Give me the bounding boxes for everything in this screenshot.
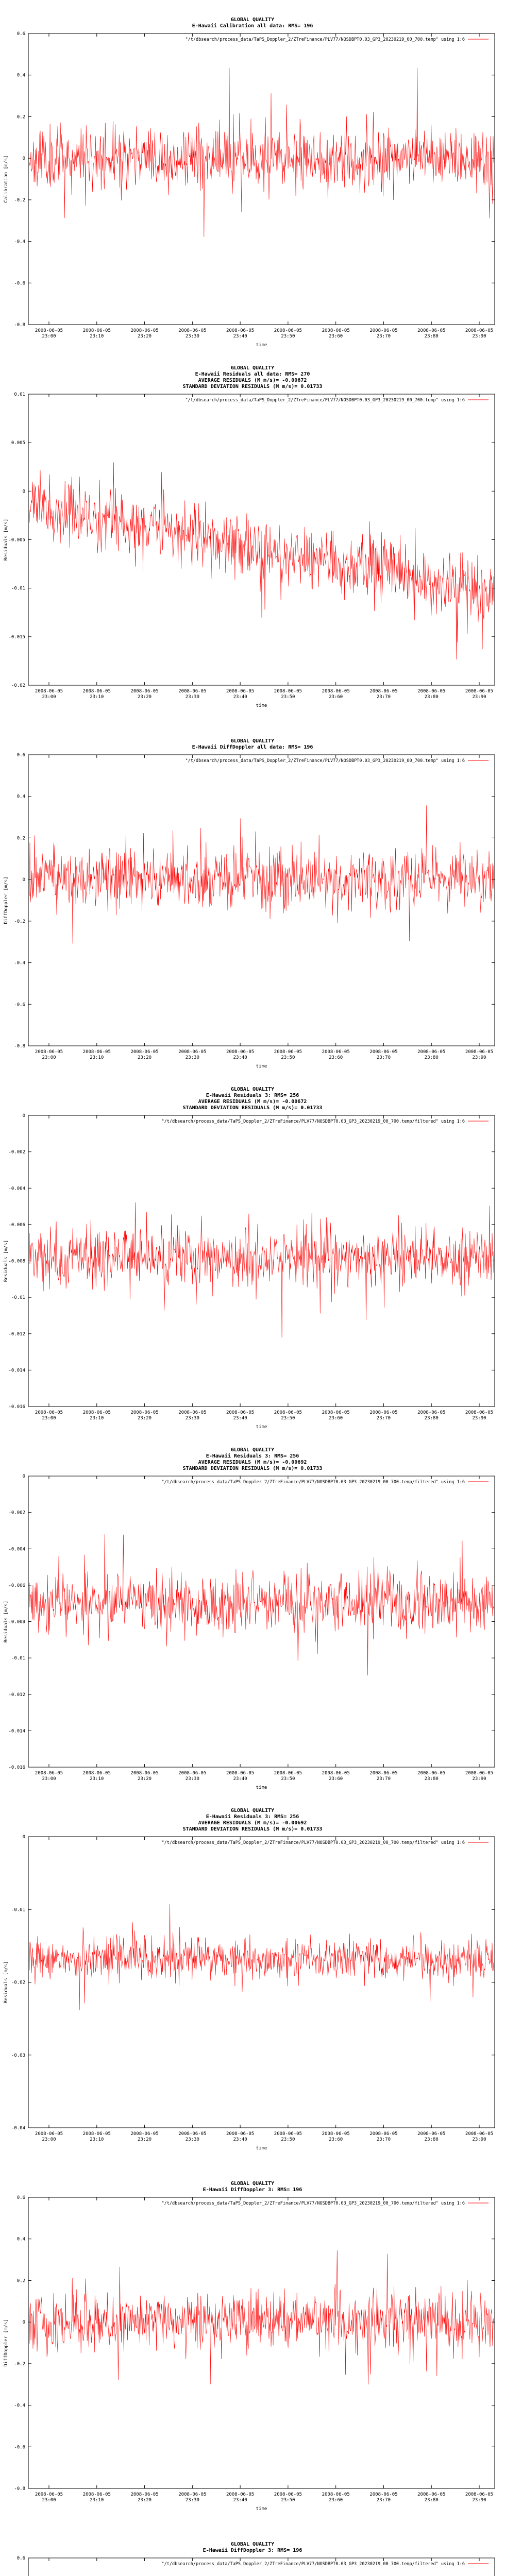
- chart-subtitle: AVERAGE RESIDUALS (M m/s)= -0.00672: [198, 378, 307, 383]
- x-tick-label: 2008-06-05: [178, 328, 207, 333]
- x-tick-label: 23:10: [90, 1776, 104, 1782]
- y-tick-label: 0: [22, 2320, 25, 2326]
- x-tick-label: 23:60: [329, 1416, 343, 1421]
- x-tick-label: 23:10: [90, 694, 104, 700]
- y-tick-label: -0.6: [14, 1002, 25, 1008]
- data-series-line: [29, 1202, 494, 1337]
- y-tick-label: -0.02: [11, 683, 25, 688]
- x-tick-label: 23:50: [281, 1776, 295, 1782]
- x-tick-label: 2008-06-05: [35, 2131, 63, 2137]
- x-tick-label: 2008-06-05: [417, 1771, 446, 1776]
- x-tick-label: 23:90: [472, 334, 486, 339]
- chart-subtitle: E-Hawaii DiffDoppler 3: RMS= 196: [203, 2548, 302, 2553]
- y-tick-label: -0.04: [11, 2126, 25, 2131]
- y-tick-label: -0.014: [8, 1728, 25, 1734]
- y-tick-label: -0.01: [11, 1656, 25, 1662]
- y-tick-label: 0: [22, 1113, 25, 1118]
- chart-plot: [0, 1443, 505, 1803]
- y-axis-label: DiffDoppler [m/s]: [4, 876, 9, 924]
- x-tick-label: 23:60: [329, 2137, 343, 2142]
- x-tick-label: 2008-06-05: [130, 1049, 159, 1055]
- y-tick-label: -0.016: [8, 1404, 25, 1410]
- y-tick-label: -0.6: [14, 2445, 25, 2450]
- y-tick-label: 0.6: [16, 753, 25, 758]
- plot-frame: [28, 33, 495, 325]
- x-tick-label: 2008-06-05: [274, 2492, 302, 2497]
- data-series-line: [29, 1534, 494, 1675]
- x-tick-label: 2008-06-05: [226, 1049, 255, 1055]
- x-tick-label: 23:80: [424, 1055, 439, 1060]
- chart-title: GLOBAL QUALITY: [230, 365, 275, 371]
- y-tick-label: -0.005: [8, 537, 25, 543]
- x-tick-label: 2008-06-05: [130, 1771, 159, 1776]
- x-tick-label: 2008-06-05: [274, 1049, 302, 1055]
- y-tick-label: -0.4: [14, 239, 25, 245]
- y-tick-label: -0.004: [8, 1186, 25, 1192]
- y-tick-label: 0.2: [16, 114, 25, 120]
- x-tick-label: 23:90: [472, 1055, 486, 1060]
- x-tick-label: 2008-06-05: [465, 1771, 494, 1776]
- x-tick-label: 23:90: [472, 1416, 486, 1421]
- chart-panel: [0, 2164, 505, 2524]
- x-tick-label: 2008-06-05: [274, 328, 302, 333]
- x-tick-label: 23:00: [42, 1776, 56, 1782]
- x-tick-label: 23:50: [281, 694, 295, 700]
- x-tick-label: 2008-06-05: [417, 2131, 446, 2137]
- legend-label: "/t/dbsearch/process_data/TaPS_Doppler_2/ZTreFinance/PLV77/NOSDBPT0.03_GP3_20230219_00_700.temp" using 1:6: [185, 398, 465, 403]
- data-series-line: [29, 462, 494, 659]
- x-tick-label: 23:60: [329, 694, 343, 700]
- x-tick-label: 23:80: [424, 694, 439, 700]
- x-tick-label: 2008-06-05: [226, 2492, 255, 2497]
- chart-plot: [0, 361, 505, 721]
- legend-label: "/t/dbsearch/process_data/TaPS_Doppler_2/ZTreFinance/PLV77/NOSDBPT0.03_GP3_20230219_00_700.temp/filtered" using 1:6: [161, 2562, 465, 2567]
- x-tick-label: 23:40: [233, 2137, 247, 2142]
- legend-label: "/t/dbsearch/process_data/TaPS_Doppler_2/ZTreFinance/PLV77/NOSDBPT0.03_GP3_20230219_00_700.temp/filtered" using 1:6: [161, 2201, 465, 2206]
- x-tick-label: 23:80: [424, 334, 439, 339]
- x-tick-label: 2008-06-05: [417, 2492, 446, 2497]
- chart-title: GLOBAL QUALITY: [230, 1808, 275, 1814]
- chart-subtitle: E-Hawaii Calibration all data: RMS= 196: [192, 23, 313, 29]
- x-tick-label: 2008-06-05: [417, 689, 446, 694]
- chart-panel: [0, 1082, 505, 1443]
- chart-plot: [0, 721, 505, 1082]
- x-tick-label: 23:50: [281, 1055, 295, 1060]
- legend-label: "/t/dbsearch/process_data/TaPS_Doppler_2/ZTreFinance/PLV77/NOSDBPT0.03_GP3_20230219_00_700.temp" using 1:6: [185, 758, 465, 764]
- x-tick-label: 2008-06-05: [35, 1771, 63, 1776]
- x-tick-label: 2008-06-05: [417, 328, 446, 333]
- x-tick-label: 2008-06-05: [82, 689, 111, 694]
- chart-panel: [0, 2524, 505, 2576]
- x-tick-label: 23:10: [90, 2498, 104, 2503]
- x-tick-label: 2008-06-05: [322, 1410, 350, 1415]
- y-tick-label: -0.016: [8, 1765, 25, 1770]
- x-tick-label: 23:60: [329, 1055, 343, 1060]
- y-tick-label: -0.008: [8, 1619, 25, 1625]
- x-tick-label: 2008-06-05: [465, 1410, 494, 1415]
- x-tick-label: 23:10: [90, 2137, 104, 2142]
- chart-panel: [0, 1803, 505, 2164]
- chart-subtitle: STANDARD DEVIATION RESIDUALS (M m/s)= 0.01733: [182, 384, 323, 389]
- y-tick-label: -0.01: [11, 1295, 25, 1301]
- chart-plot: [0, 0, 505, 361]
- y-tick-label: -0.4: [14, 960, 25, 966]
- x-axis-label: time: [256, 703, 267, 708]
- x-tick-label: 2008-06-05: [130, 2131, 159, 2137]
- chart-plot: [0, 2524, 505, 2576]
- x-tick-label: 2008-06-05: [226, 1410, 255, 1415]
- y-tick-label: -0.012: [8, 1331, 25, 1337]
- x-tick-label: 2008-06-05: [178, 1049, 207, 1055]
- x-tick-label: 23:20: [138, 1055, 152, 1060]
- chart-subtitle: STANDARD DEVIATION RESIDUALS (M m/s)= 0.01733: [182, 1105, 323, 1111]
- x-tick-label: 23:20: [138, 1416, 152, 1421]
- y-tick-label: 0.01: [14, 392, 25, 397]
- y-tick-label: 0.005: [11, 440, 25, 446]
- chart-title: GLOBAL QUALITY: [230, 17, 275, 23]
- x-tick-label: 2008-06-05: [82, 1410, 111, 1415]
- chart-subtitle: AVERAGE RESIDUALS (M m/s)= -0.00692: [198, 1820, 307, 1826]
- x-tick-label: 2008-06-05: [178, 2131, 207, 2137]
- chart-subtitle: E-Hawaii Residuals 3: RMS= 256: [206, 1453, 299, 1459]
- y-tick-label: -0.2: [14, 919, 25, 924]
- y-axis-label: Residuals [m/s]: [4, 1961, 9, 2004]
- y-tick-label: 0.2: [16, 2278, 25, 2284]
- x-tick-label: 23:90: [472, 2498, 486, 2503]
- x-tick-label: 23:10: [90, 1055, 104, 1060]
- x-tick-label: 2008-06-05: [82, 2131, 111, 2137]
- x-tick-label: 2008-06-05: [322, 2131, 350, 2137]
- x-tick-label: 2008-06-05: [35, 1049, 63, 1055]
- y-axis-label: DiffDoppler [m/s]: [4, 2319, 9, 2367]
- x-tick-label: 2008-06-05: [130, 689, 159, 694]
- y-tick-label: -0.03: [11, 2053, 25, 2058]
- x-tick-label: 23:70: [376, 2137, 391, 2142]
- chart-subtitle: AVERAGE RESIDUALS (M m/s)= -0.00672: [198, 1099, 307, 1105]
- x-tick-label: 23:70: [376, 694, 391, 700]
- y-tick-label: -0.8: [14, 323, 25, 328]
- y-axis-label: Residuals [m/s]: [4, 518, 9, 561]
- x-axis-label: time: [256, 2506, 267, 2512]
- x-tick-label: 2008-06-05: [226, 2131, 255, 2137]
- legend-label: "/t/dbsearch/process_data/TaPS_Doppler_2/ZTreFinance/PLV77/NOSDBPT0.03_GP3_20230219_00_700.temp" using 1:6: [185, 37, 465, 42]
- x-tick-label: 23:40: [233, 1416, 247, 1421]
- x-tick-label: 2008-06-05: [369, 1049, 398, 1055]
- y-tick-label: 0.6: [16, 2556, 25, 2561]
- y-axis-label: Residuals [m/s]: [4, 1240, 9, 1282]
- x-tick-label: 23:80: [424, 2137, 439, 2142]
- x-tick-label: 2008-06-05: [130, 1410, 159, 1415]
- chart-title: GLOBAL QUALITY: [230, 2541, 275, 2547]
- x-tick-label: 23:30: [185, 2137, 199, 2142]
- y-tick-label: -0.002: [8, 1149, 25, 1155]
- x-tick-label: 2008-06-05: [417, 1049, 446, 1055]
- chart-subtitle: AVERAGE RESIDUALS (M m/s)= -0.00692: [198, 1460, 307, 1465]
- x-tick-label: 23:80: [424, 2498, 439, 2503]
- legend: [161, 1840, 489, 1845]
- chart-plot: [0, 2164, 505, 2524]
- x-tick-label: 2008-06-05: [274, 689, 302, 694]
- y-tick-label: 0: [22, 1474, 25, 1479]
- data-series-line: [29, 2250, 494, 2385]
- chart-subtitle: E-Hawaii DiffDoppler 3: RMS= 196: [203, 2187, 302, 2193]
- y-tick-label: -0.6: [14, 281, 25, 286]
- plot-frame: [28, 2558, 495, 2576]
- y-tick-label: -0.014: [8, 1368, 25, 1374]
- y-tick-label: -0.004: [8, 1547, 25, 1552]
- legend-label: "/t/dbsearch/process_data/TaPS_Doppler_2/ZTreFinance/PLV77/NOSDBPT0.03_GP3_20230219_00_700.temp/filtered" using 1:6: [161, 1840, 465, 1845]
- x-tick-label: 2008-06-05: [178, 689, 207, 694]
- x-tick-label: 23:20: [138, 334, 152, 339]
- y-tick-label: 0.4: [16, 794, 25, 800]
- x-tick-label: 23:40: [233, 694, 247, 700]
- x-tick-label: 23:60: [329, 334, 343, 339]
- y-tick-label: -0.4: [14, 2403, 25, 2409]
- y-tick-label: 0.4: [16, 73, 25, 78]
- x-tick-label: 23:40: [233, 2498, 247, 2503]
- x-tick-label: 2008-06-05: [322, 1771, 350, 1776]
- x-tick-label: 23:00: [42, 1055, 56, 1060]
- x-tick-label: 2008-06-05: [130, 328, 159, 333]
- legend: [186, 758, 489, 764]
- x-tick-label: 23:60: [329, 1776, 343, 1782]
- x-tick-label: 23:50: [281, 2137, 295, 2142]
- x-tick-label: 2008-06-05: [369, 1410, 398, 1415]
- legend: [186, 37, 489, 42]
- x-tick-label: 2008-06-05: [82, 1049, 111, 1055]
- x-tick-label: 23:70: [376, 1055, 391, 1060]
- y-tick-label: 0: [22, 489, 25, 495]
- x-tick-label: 2008-06-05: [82, 2492, 111, 2497]
- x-tick-label: 2008-06-05: [274, 1410, 302, 1415]
- x-tick-label: 23:90: [472, 1776, 486, 1782]
- chart-subtitle: STANDARD DEVIATION RESIDUALS (M m/s)= 0.01733: [182, 1466, 323, 1471]
- chart-panel: [0, 1443, 505, 1803]
- x-tick-label: 2008-06-05: [369, 2492, 398, 2497]
- chart-panel: [0, 0, 505, 361]
- x-tick-label: 23:30: [185, 2498, 199, 2503]
- x-tick-label: 23:30: [185, 1776, 199, 1782]
- x-tick-label: 23:40: [233, 334, 247, 339]
- x-tick-label: 2008-06-05: [465, 689, 494, 694]
- x-tick-label: 2008-06-05: [322, 2492, 350, 2497]
- y-tick-label: -0.008: [8, 1259, 25, 1264]
- x-tick-label: 23:20: [138, 2137, 152, 2142]
- x-tick-label: 23:70: [376, 1416, 391, 1421]
- x-tick-label: 2008-06-05: [417, 1410, 446, 1415]
- x-tick-label: 23:40: [233, 1055, 247, 1060]
- data-series-line: [29, 68, 494, 237]
- y-tick-label: -0.01: [11, 586, 25, 591]
- x-tick-label: 2008-06-05: [322, 689, 350, 694]
- y-tick-label: -0.02: [11, 1980, 25, 1986]
- x-tick-label: 2008-06-05: [226, 1771, 255, 1776]
- x-tick-label: 23:30: [185, 334, 199, 339]
- x-axis-label: time: [256, 1064, 267, 1069]
- chart-subtitle: E-Hawaii DiffDoppler all data: RMS= 196: [192, 744, 313, 750]
- chart-title: GLOBAL QUALITY: [230, 738, 275, 744]
- chart-plot: [0, 1082, 505, 1443]
- x-axis-label: time: [256, 1425, 267, 1430]
- chart-panel: [0, 721, 505, 1082]
- y-tick-label: 0.6: [16, 2195, 25, 2200]
- x-tick-label: 23:60: [329, 2498, 343, 2503]
- y-tick-label: 0.2: [16, 836, 25, 841]
- legend: [161, 2201, 489, 2206]
- x-tick-label: 23:10: [90, 1416, 104, 1421]
- x-tick-label: 23:70: [376, 1776, 391, 1782]
- x-tick-label: 23:20: [138, 694, 152, 700]
- y-tick-label: 0: [22, 1835, 25, 1840]
- x-tick-label: 23:10: [90, 334, 104, 339]
- y-axis-label: Calibration [m/s]: [4, 155, 9, 203]
- x-tick-label: 23:00: [42, 1416, 56, 1421]
- x-tick-label: 2008-06-05: [369, 2131, 398, 2137]
- x-tick-label: 23:90: [472, 2137, 486, 2142]
- x-tick-label: 23:50: [281, 334, 295, 339]
- y-tick-label: -0.8: [14, 2486, 25, 2492]
- y-tick-label: -0.01: [11, 1907, 25, 1913]
- legend-label: "/t/dbsearch/process_data/TaPS_Doppler_2/ZTreFinance/PLV77/NOSDBPT0.03_GP3_20230219_00_700.temp/filtered" using 1:6: [161, 1480, 465, 1485]
- plot-frame: [28, 394, 495, 685]
- x-tick-label: 23:30: [185, 1416, 199, 1421]
- y-tick-label: 0.6: [16, 31, 25, 37]
- x-tick-label: 2008-06-05: [226, 689, 255, 694]
- x-tick-label: 2008-06-05: [178, 2492, 207, 2497]
- legend: [161, 2562, 489, 2567]
- legend: [161, 1480, 489, 1485]
- y-tick-label: -0.015: [8, 634, 25, 640]
- plot-frame: [28, 1837, 495, 2128]
- x-tick-label: 2008-06-05: [82, 328, 111, 333]
- y-tick-label: -0.2: [14, 197, 25, 203]
- x-tick-label: 23:30: [185, 694, 199, 700]
- x-axis-label: time: [256, 1785, 267, 1790]
- chart-title: GLOBAL QUALITY: [230, 2181, 275, 2187]
- x-tick-label: 2008-06-05: [274, 1771, 302, 1776]
- x-tick-label: 23:90: [472, 694, 486, 700]
- x-tick-label: 2008-06-05: [369, 689, 398, 694]
- legend: [186, 398, 489, 403]
- x-tick-label: 2008-06-05: [369, 328, 398, 333]
- chart-subtitle: E-Hawaii Residuals all data: RMS= 270: [195, 371, 310, 377]
- x-tick-label: 2008-06-05: [322, 1049, 350, 1055]
- x-tick-label: 2008-06-05: [35, 2492, 63, 2497]
- data-series-line: [29, 805, 494, 943]
- x-tick-label: 23:70: [376, 334, 391, 339]
- y-tick-label: -0.012: [8, 1692, 25, 1698]
- x-tick-label: 2008-06-05: [226, 328, 255, 333]
- x-tick-label: 2008-06-05: [465, 1049, 494, 1055]
- y-tick-label: -0.006: [8, 1583, 25, 1588]
- x-tick-label: 2008-06-05: [465, 2492, 494, 2497]
- y-tick-label: 0: [22, 156, 25, 162]
- legend: [161, 1119, 489, 1124]
- x-tick-label: 2008-06-05: [465, 2131, 494, 2137]
- x-tick-label: 23:80: [424, 1416, 439, 1421]
- x-tick-label: 23:00: [42, 2137, 56, 2142]
- x-tick-label: 23:20: [138, 1776, 152, 1782]
- y-tick-label: -0.006: [8, 1222, 25, 1228]
- x-tick-label: 2008-06-05: [322, 328, 350, 333]
- x-tick-label: 23:30: [185, 1055, 199, 1060]
- x-tick-label: 2008-06-05: [178, 1771, 207, 1776]
- chart-title: GLOBAL QUALITY: [230, 1447, 275, 1453]
- x-tick-label: 2008-06-05: [274, 2131, 302, 2137]
- x-tick-label: 2008-06-05: [369, 1771, 398, 1776]
- legend-label: "/t/dbsearch/process_data/TaPS_Doppler_2/ZTreFinance/PLV77/NOSDBPT0.03_GP3_20230219_00_700.temp/filtered" using 1:6: [161, 1119, 465, 1124]
- plot-frame: [28, 2197, 495, 2488]
- chart-title: GLOBAL QUALITY: [230, 1087, 275, 1092]
- x-tick-label: 2008-06-05: [178, 1410, 207, 1415]
- y-tick-label: -0.8: [14, 1044, 25, 1049]
- x-axis-label: time: [256, 2146, 267, 2151]
- x-tick-label: 23:50: [281, 1416, 295, 1421]
- y-tick-label: 0.4: [16, 2236, 25, 2242]
- x-tick-label: 23:70: [376, 2498, 391, 2503]
- x-tick-label: 23:80: [424, 1776, 439, 1782]
- x-tick-label: 2008-06-05: [465, 328, 494, 333]
- x-tick-label: 2008-06-05: [130, 2492, 159, 2497]
- x-tick-label: 2008-06-05: [35, 689, 63, 694]
- chart-plot: [0, 1803, 505, 2164]
- data-series-line: [29, 1904, 494, 2010]
- x-tick-label: 23:50: [281, 2498, 295, 2503]
- x-tick-label: 2008-06-05: [35, 328, 63, 333]
- y-axis-label: Residuals [m/s]: [4, 1600, 9, 1643]
- x-tick-label: 23:20: [138, 2498, 152, 2503]
- chart-subtitle: E-Hawaii Residuals 3: RMS= 256: [206, 1093, 299, 1098]
- x-tick-label: 23:00: [42, 694, 56, 700]
- chart-panel: [0, 361, 505, 721]
- y-tick-label: -0.2: [14, 2361, 25, 2367]
- x-tick-label: 23:40: [233, 1776, 247, 1782]
- x-axis-label: time: [256, 343, 267, 348]
- y-tick-label: -0.002: [8, 1510, 25, 1516]
- x-tick-label: 23:00: [42, 2498, 56, 2503]
- x-tick-label: 23:00: [42, 334, 56, 339]
- chart-subtitle: E-Hawaii Residuals 3: RMS= 256: [206, 1814, 299, 1820]
- x-tick-label: 2008-06-05: [82, 1771, 111, 1776]
- chart-subtitle: STANDARD DEVIATION RESIDUALS (M m/s)= 0.01733: [182, 1826, 323, 1832]
- x-tick-label: 2008-06-05: [35, 1410, 63, 1415]
- y-tick-label: 0: [22, 877, 25, 883]
